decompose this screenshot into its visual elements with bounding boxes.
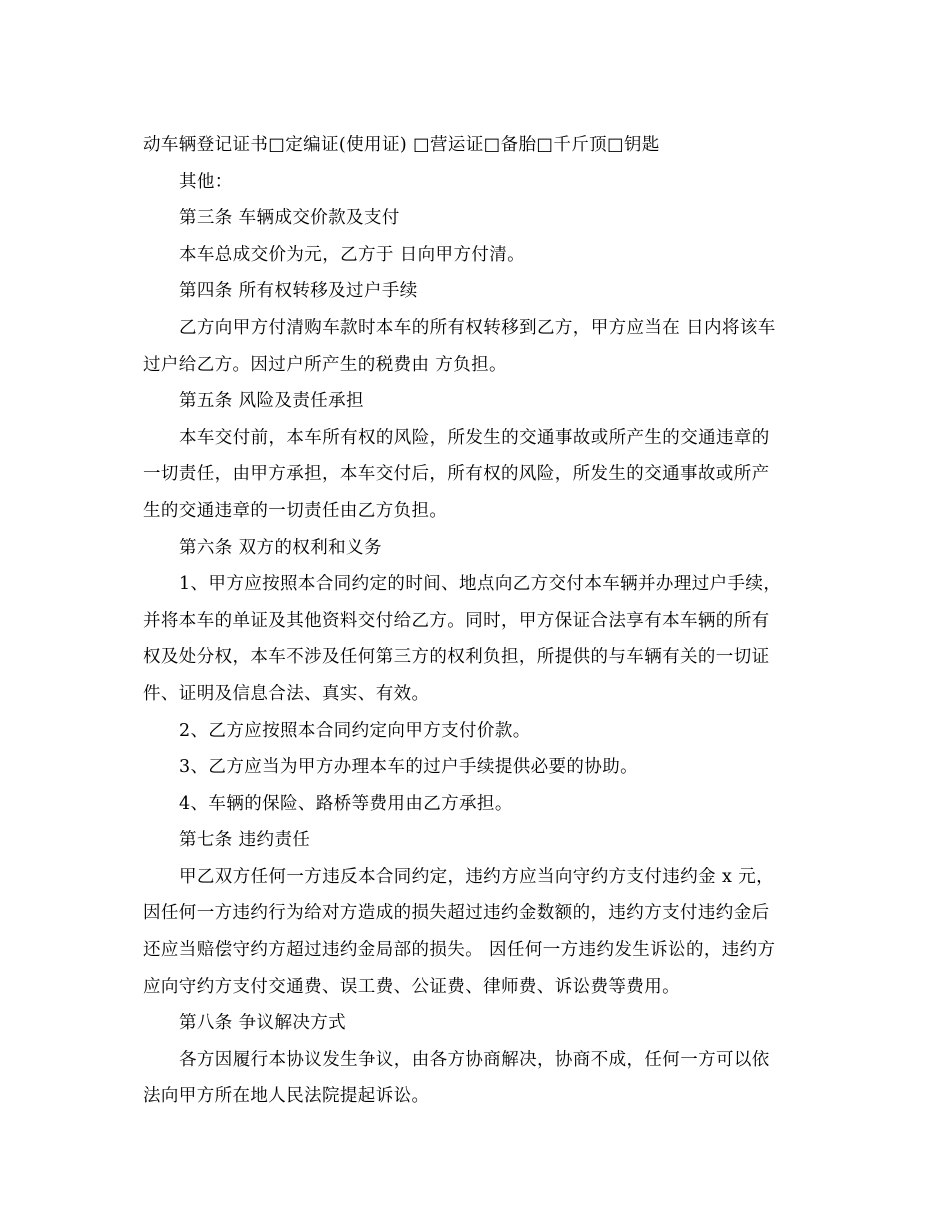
text-line-16: 件、证明及信息合法、真实、有效。	[143, 683, 430, 704]
text-line-26: 各方因履行本协议发生争议，由各方协商解决，协商不成，任何一方可以依	[179, 1049, 770, 1070]
text-line-18: 3、乙方应当为甲方办理本车的过户手续提供必要的协助。	[179, 757, 639, 778]
text-line-13: 1、甲方应按照本合同约定的时间、地点向乙方交付本车辆并办理过户手续，	[179, 574, 782, 595]
text-line-10: 一切责任，由甲方承担，本车交付后，所有权的风险，所发生的交通事故或所产	[143, 464, 770, 485]
text-line-6: 乙方向甲方付清购车款时本车的所有权转移到乙方，甲方应当在 日内将该车	[179, 317, 776, 338]
document-body	[143, 127, 813, 1115]
text-line-4: 本车总成交价为元，乙方于 日向甲方付清。	[179, 244, 526, 265]
text-line-2: 其他：	[179, 171, 233, 192]
text-line-27: 法向甲方所在地人民法院提起诉讼。	[143, 1086, 430, 1107]
text-line-15: 权及处分权，本车不涉及任何第三方的权利负担，所提供的与车辆有关的一切证	[143, 647, 770, 668]
text-line-21: 甲乙双方任何一方违反本合同约定，违约方应当向守约方支付违约金 x 元，	[179, 866, 774, 887]
section-heading-4: 第四条 所有权转移及过户手续	[179, 281, 418, 302]
section-heading-8: 第八条 争议解决方式	[179, 1013, 347, 1034]
section-heading-3: 第三条 车辆成交价款及支付	[179, 208, 400, 229]
text-line-22: 因任何一方违约行为给对方造成的损失超过违约金数额的，违约方支付违约金后	[143, 903, 770, 924]
text-line-17: 2、乙方应按照本合同约定向甲方支付价款。	[179, 720, 531, 741]
text-line-1: 动车辆登记证书□定编证(使用证) □营运证□备胎□千斤顶□钥匙	[143, 135, 660, 155]
text-line-24: 应向守约方支付交通费、误工费、公证费、律师费、诉讼费等费用。	[143, 976, 680, 997]
text-line-11: 生的交通违章的一切责任由乙方负担。	[143, 500, 448, 521]
text-line-7: 过户给乙方。因过户所产生的税费由 方负担。	[143, 354, 507, 375]
section-heading-5: 第五条 风险及责任承担	[179, 391, 364, 412]
section-heading-6: 第六条 双方的权利和义务	[179, 537, 382, 558]
text-line-23: 还应当赔偿守约方超过违约金局部的损失。 因任何一方违约发生诉讼的，违约方	[143, 940, 776, 961]
text-line-14: 并将本车的单证及其他资料交付给乙方。同时，甲方保证合法享有本车辆的所有	[143, 610, 770, 631]
section-heading-7: 第七条 违约责任	[179, 830, 311, 851]
text-line-19: 4、车辆的保险、路桥等费用由乙方承担。	[179, 793, 513, 814]
text-line-9: 本车交付前，本车所有权的风险，所发生的交通事故或所产生的交通违章的	[179, 427, 770, 448]
